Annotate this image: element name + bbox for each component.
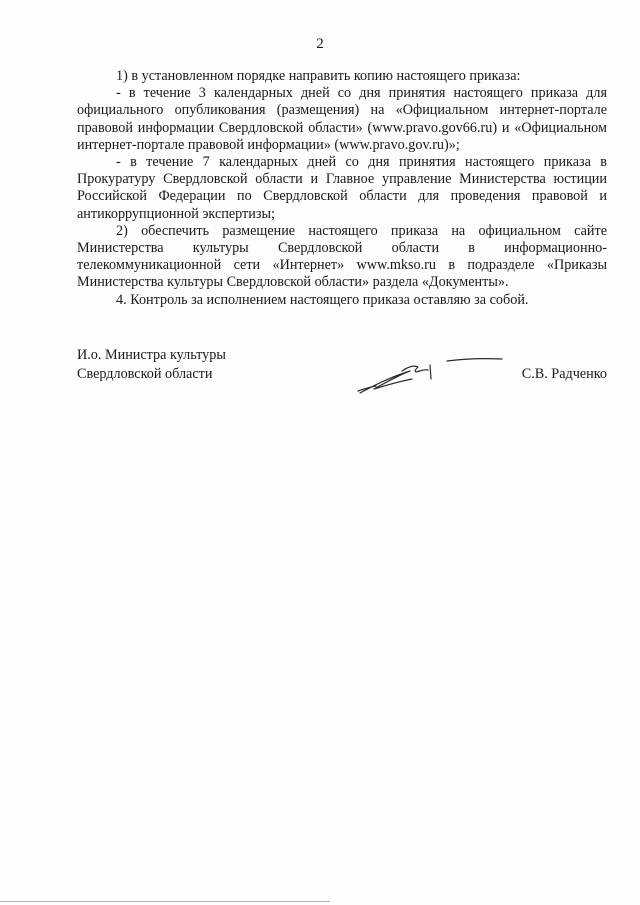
paragraph-send-copy: 1) в установленном порядке направить копию настоящего приказа: bbox=[116, 68, 521, 84]
page-bottom-rule bbox=[0, 901, 330, 902]
signatory-name: С.В. Радченко bbox=[521, 366, 607, 382]
signature-block bbox=[77, 346, 607, 396]
signatory-region: Свердловской области bbox=[77, 366, 213, 382]
signatory-position: И.о. Министра культуры bbox=[77, 347, 226, 363]
document-body bbox=[77, 68, 607, 309]
paragraph-control: 4. Контроль за исполнением настоящего приказа оставляю за собой. bbox=[116, 291, 529, 308]
paragraph-website: 2) обеспечить размещение настоящего приказа на официальном сайте Министерства культуры Свердловской области в информационно-телекоммуникационной сети «Интернет» www.mkso.ru в подразделе «Приказы Министерства культуры Свердловской области» раздела «Документы». bbox=[77, 222, 607, 291]
paragraph-prosecutor: - в течение 7 календарных дней со дня принятия настоящего приказа в Прокуратуру Свердловской области и Главное управление Министерства юстиции Российской Федерации по Свердловской области для проведения правовой и антикоррупционной экспертизы; bbox=[77, 154, 607, 222]
handwritten-signature bbox=[352, 351, 512, 401]
page-number: 2 bbox=[316, 36, 324, 52]
paragraph-publication: - в течение 3 календарных дней со дня принятия настоящего приказа для официального опубликования (размещения) на «Официальном интернет-портале правовой информации Свердловской области» (www.pravo.gov66.ru) и «Официальном интернет-портале правовой информации» (www.pravo.gov.ru)»; bbox=[77, 85, 607, 153]
